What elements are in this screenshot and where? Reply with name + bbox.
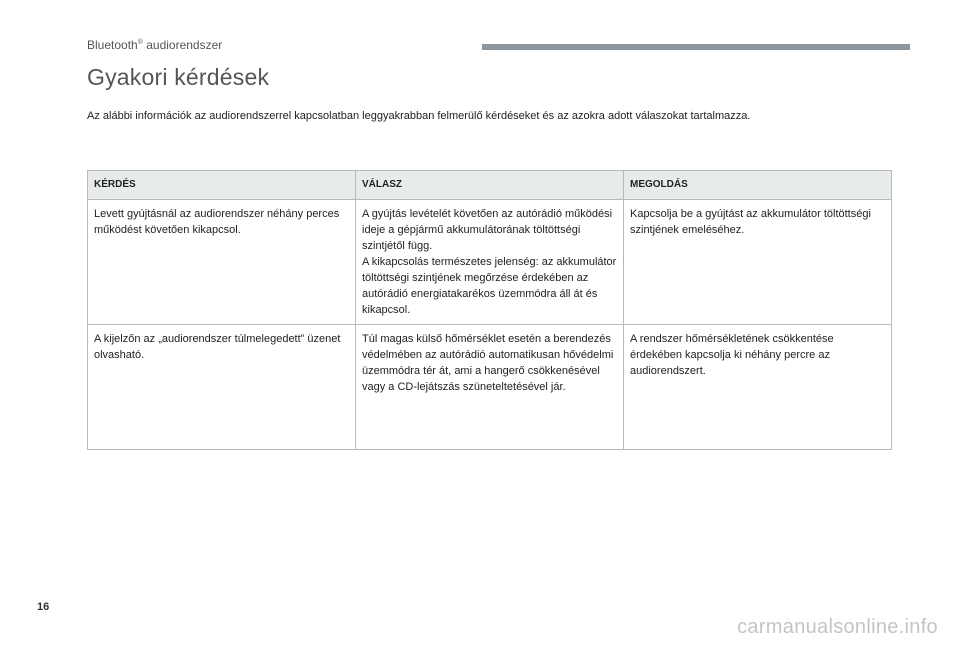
faq-table — [87, 170, 892, 450]
question-cell: Levett gyújtásnál az audiorendszer néhány perces működést követően kikapcsol. — [88, 200, 356, 325]
header-divider-bar — [482, 44, 910, 50]
question-cell: A kijelzőn az „audiorendszer túlmelegedett” üzenet olvasható. — [88, 325, 356, 450]
answer-cell: Túl magas külső hőmérséklet esetén a berendezés védelmében az autórádió automatikusan hővédelmi üzemmódra tér át, ami a hangerő csökkenésével vagy a CD-lejátszás szüneteltetésével jár. — [356, 325, 624, 450]
watermark-text: carmanualsonline.info — [737, 616, 938, 638]
solution-cell: A rendszer hőmérsékletének csökkentése érdekében kapcsolja ki néhány percre az audiorendszert. — [624, 325, 892, 450]
header-title-prefix: Bluetooth — [87, 38, 138, 52]
answer-cell: A gyújtás levételét követően az autórádió működési ideje a gépjármű akkumulátorának töltöttségi szintjétől függ. A kikapcsolás természetes jelenség: az akkumulátor töltöttségi szintjének megőrzése érdekében az autórádió energiatakarékos üzemmódra áll át és kikapcsol. — [356, 200, 624, 325]
column-header-solution: MEGOLDÁS — [624, 171, 892, 200]
page-title: Gyakori kérdések — [87, 64, 270, 90]
table-row — [88, 200, 892, 325]
page-number: 16 — [37, 601, 50, 613]
intro-paragraph: Az alábbi információk az audiorendszerrel kapcsolatban leggyakrabban felmerülő kérdéseket és az azokra adott válaszokat tartalmazza. — [87, 110, 751, 122]
table-header-row — [88, 171, 892, 200]
registered-mark: ® — [137, 39, 143, 46]
column-header-question: KÉRDÉS — [88, 171, 356, 200]
section-header-title — [87, 38, 222, 52]
table-row — [88, 325, 892, 450]
column-header-answer: VÁLASZ — [356, 171, 624, 200]
header-title-suffix: audiorendszer — [142, 38, 223, 52]
solution-cell: Kapcsolja be a gyújtást az akkumulátor töltöttségi szintjének emeléséhez. — [624, 200, 892, 325]
